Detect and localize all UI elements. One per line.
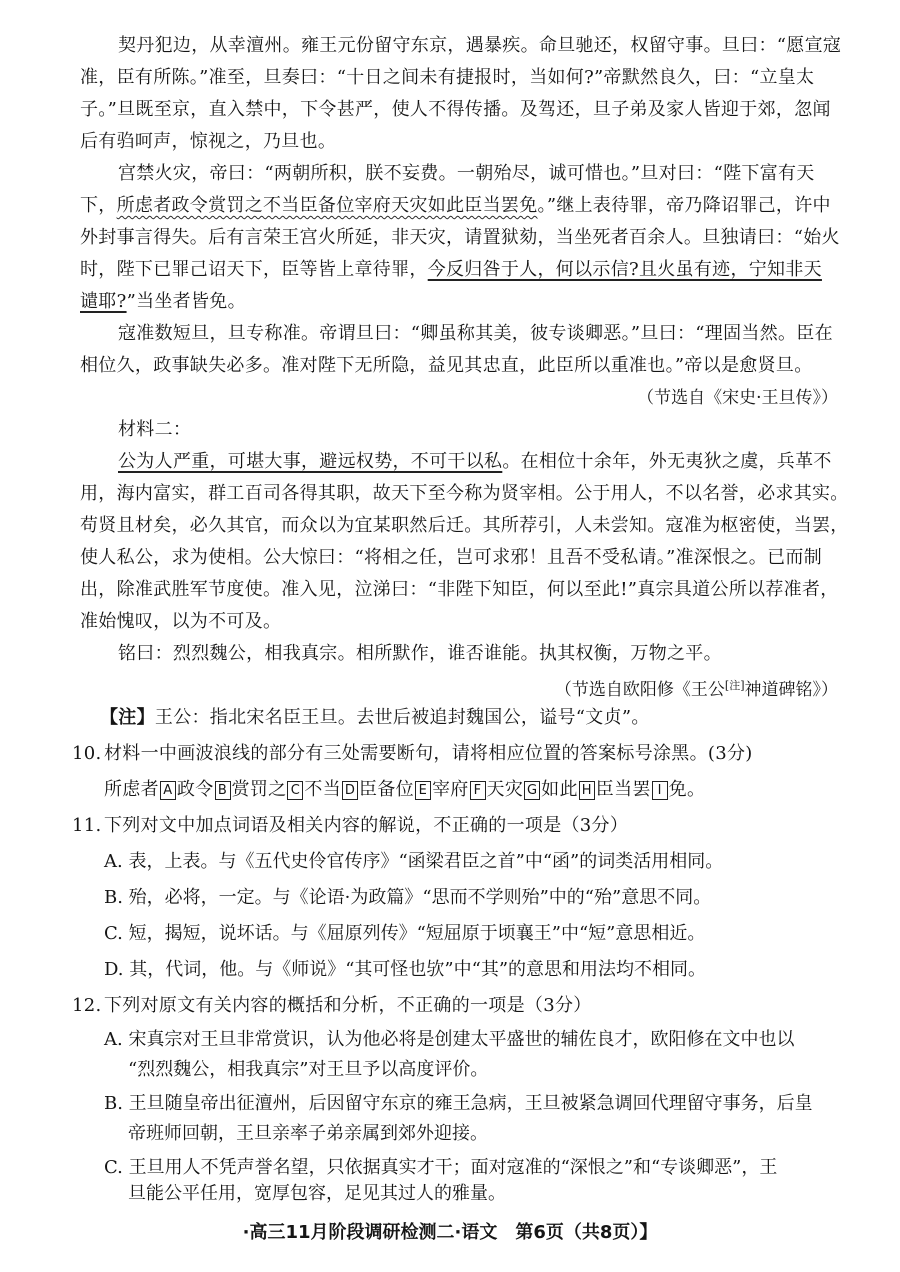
passage2-line2: 用，海内富实，群工百司各得其职，故天下至今称为贤宰相。公于用人，不以名誉，必求其实。 bbox=[80, 483, 849, 504]
text-span: 。”继上表待罪，帝乃降诏罪己，许中 bbox=[537, 195, 831, 216]
question-10-segmented-sentence bbox=[104, 778, 864, 802]
passage1-p1-line4: 后有驺呵声，惊视之，乃旦也。 bbox=[80, 131, 337, 152]
wavy-underlined-sentence: 所虑者政令赏罚之不当臣备位宰府天灾如此臣当罢免 bbox=[116, 195, 538, 216]
question-11-option-b: B. 殆，必将，一定。与《论语·为政篇》“思而不学则殆”中的“殆”意思不同。 bbox=[104, 887, 712, 908]
passage1-p3-line1: 寇准数短旦，旦专称准。帝谓旦曰：“卿虽称其美，彼专谈卿恶。”旦曰：“理固当然。臣在 bbox=[118, 323, 833, 344]
answer-box-a[interactable]: A bbox=[160, 781, 176, 800]
question-12-option-c-line2: 旦能公平任用，宽厚包容，足见其过人的雅量。 bbox=[128, 1183, 506, 1204]
question-10-stem bbox=[72, 742, 832, 766]
passage1-p3-line2: 相位久，政事缺失必多。准对陛下无所隐，益见其忠直，此臣所以重准也。”帝以是愈贤旦。 bbox=[80, 355, 813, 376]
note-marker: [注] bbox=[724, 679, 745, 692]
note-label: 【注】 bbox=[100, 707, 155, 728]
passage2-line4: 使人私公，求为使相。公大惊曰：“将相之任，岂可求邪！且吾不受私请。”准深恨之。已而制 bbox=[80, 547, 822, 568]
passage2-inscription: 铭曰：烈烈魏公，相我真宗。相所默作，谁否谁能。执其权衡，万物之平。 bbox=[118, 643, 722, 664]
question-text: 下列对原文有关内容的概括和分析，不正确的一项是（3分） bbox=[104, 995, 592, 1016]
text-span: 。在相位十余年，外无夷狄之虞，兵革不 bbox=[502, 451, 832, 472]
question-number: 12. bbox=[72, 995, 102, 1016]
answer-box-d[interactable]: D bbox=[342, 781, 358, 800]
passage2-line1 bbox=[118, 450, 840, 474]
answer-box-b[interactable]: B bbox=[215, 781, 231, 800]
underlined-sentence: 公为人严重，可堪大事，避远权势，不可干以私 bbox=[118, 451, 503, 472]
text-span: 神道碑铭》） bbox=[744, 680, 838, 700]
sentence-segment: 天灾 bbox=[486, 779, 524, 800]
text-span: 下， bbox=[80, 195, 117, 216]
question-11-option-c: C. 短，揭短，说坏话。与《屈原列传》“短屈原于顷襄王”中“短”意思相近。 bbox=[104, 923, 706, 944]
question-text: 下列对文中加点词语及相关内容的解说，不正确的一项是（3分） bbox=[104, 815, 629, 836]
question-number: 10. bbox=[72, 743, 102, 764]
page-footer: ·高三11月阶段调研检测二·语文 第6页（共8页）】 bbox=[242, 1222, 658, 1243]
passage1-p2-line1: 宫禁火灾，帝曰：“两朝所积，朕不妄费。一朝殆尽，诚可惜也。”旦对曰：“陛下富有天 bbox=[118, 163, 815, 184]
text-span: 时，陛下已罪己诏天下，臣等皆上章待罪， bbox=[80, 259, 428, 280]
answer-box-i[interactable]: I bbox=[652, 781, 668, 800]
passage2-line3: 苟贤且材矣，必久其官，而众以为宜某职然后迁。其所荐引，人未尝知。寇准为枢密使，当罢， bbox=[80, 515, 849, 536]
sentence-segment: 不当 bbox=[304, 779, 342, 800]
annotation-note bbox=[100, 706, 860, 730]
passage2-source bbox=[555, 674, 838, 702]
question-12-option-b-line1: B. 王旦随皇帝出征澶州，后因留守东京的雍王急病，王旦被紧急调回代理留守事务，后皇 bbox=[104, 1093, 813, 1114]
note-text: 王公：指北宋名臣王旦。去世后被追封魏国公，谥号“文贞”。 bbox=[154, 707, 650, 728]
question-12-option-c-line1: C. 王旦用人不凭声誉名望，只依据真实才干；面对寇准的“深恨之”和“专谈卿恶”，王 bbox=[104, 1157, 778, 1178]
text-span: （节选自欧阳修《王公 bbox=[554, 680, 725, 700]
passage1-p1-line2: 准，臣有所陈。”准至，旦奏曰：“十日之间未有捷报时，当如何?”帝默然良久，曰：“立皇太 bbox=[80, 67, 815, 88]
passage1-p1-line3: 子。”旦既至京，直入禁中，下令甚严，使人不得传播。及驾还，旦子弟及家人皆迎于郊，忽闻 bbox=[80, 99, 831, 120]
passage2-line6: 准始愧叹，以为不可及。 bbox=[80, 611, 282, 632]
sentence-segment: 政令 bbox=[176, 779, 214, 800]
answer-box-f[interactable]: F bbox=[470, 781, 486, 800]
sentence-segment: 赏罚之 bbox=[231, 779, 287, 800]
sentence-segment: 免。 bbox=[668, 779, 706, 800]
sentence-segment: 所虑者 bbox=[104, 779, 159, 800]
sentence-segment: 臣当罢 bbox=[595, 779, 651, 800]
underlined-sentence: 谴耶? bbox=[80, 291, 127, 312]
question-text: 材料一中画波浪线的部分有三处需要断句，请将相应位置的答案标号涂黑。(3分) bbox=[104, 743, 753, 764]
passage2-line5: 出，除准武胜军节度使。准入见，泣涕曰：“非陛下知臣，何以至此!”真宗具道公所以荐准者， bbox=[80, 579, 839, 600]
answer-box-g[interactable]: G bbox=[524, 781, 540, 800]
question-number: 11. bbox=[72, 815, 102, 836]
passage1-p1-line1: 契丹犯边，从幸澶州。雍王元份留守东京，遇暴疾。命旦驰还，权留守事。旦曰：“愿宣寇 bbox=[118, 35, 842, 56]
question-11-option-d: D. 其，代词，他。与《师说》“其可怪也欤”中“其”的意思和用法均不相同。 bbox=[104, 959, 707, 980]
sentence-segment: 宰府 bbox=[431, 779, 469, 800]
passage1-source: （节选自《宋史·王旦传》） bbox=[637, 388, 838, 408]
question-12-option-a-line2: “烈烈魏公，相我真宗”对王旦予以高度评价。 bbox=[128, 1059, 489, 1080]
question-12-stem bbox=[72, 994, 832, 1018]
sentence-segment: 臣备位 bbox=[359, 779, 414, 800]
passage1-p2-line5 bbox=[80, 290, 840, 314]
passage1-p2-line3: 外封事言得失。后有言荣王宫火所延，非天灾，请置狱劾，当坐死者百余人。旦独请曰：“始火 bbox=[80, 227, 840, 248]
question-12-option-b-line2: 帝班师回朝，王旦亲率子弟亲属到郊外迎接。 bbox=[128, 1123, 488, 1144]
passage2-heading: 材料二： bbox=[118, 419, 192, 440]
text-span: ”当坐者皆免。 bbox=[126, 291, 246, 312]
underlined-sentence: 今反归咎于人，何以示信?且火虽有迹，宁知非天 bbox=[427, 259, 822, 280]
answer-box-c[interactable]: C bbox=[287, 781, 303, 800]
question-12-option-a-line1: A. 宋真宗对王旦非常赏识，认为他必将是创建太平盛世的辅佐良才，欧阳修在文中也以 bbox=[104, 1029, 795, 1050]
question-11-option-a: A. 表，上表。与《五代史伶官传序》“函梁君臣之首”中“函”的词类活用相同。 bbox=[104, 851, 724, 872]
answer-box-e[interactable]: E bbox=[415, 781, 431, 800]
answer-box-h[interactable]: H bbox=[579, 781, 595, 800]
passage1-p2-line2 bbox=[80, 194, 840, 218]
passage1-p2-line4 bbox=[80, 258, 840, 282]
question-11-stem bbox=[72, 814, 832, 838]
sentence-segment: 如此 bbox=[541, 779, 578, 800]
